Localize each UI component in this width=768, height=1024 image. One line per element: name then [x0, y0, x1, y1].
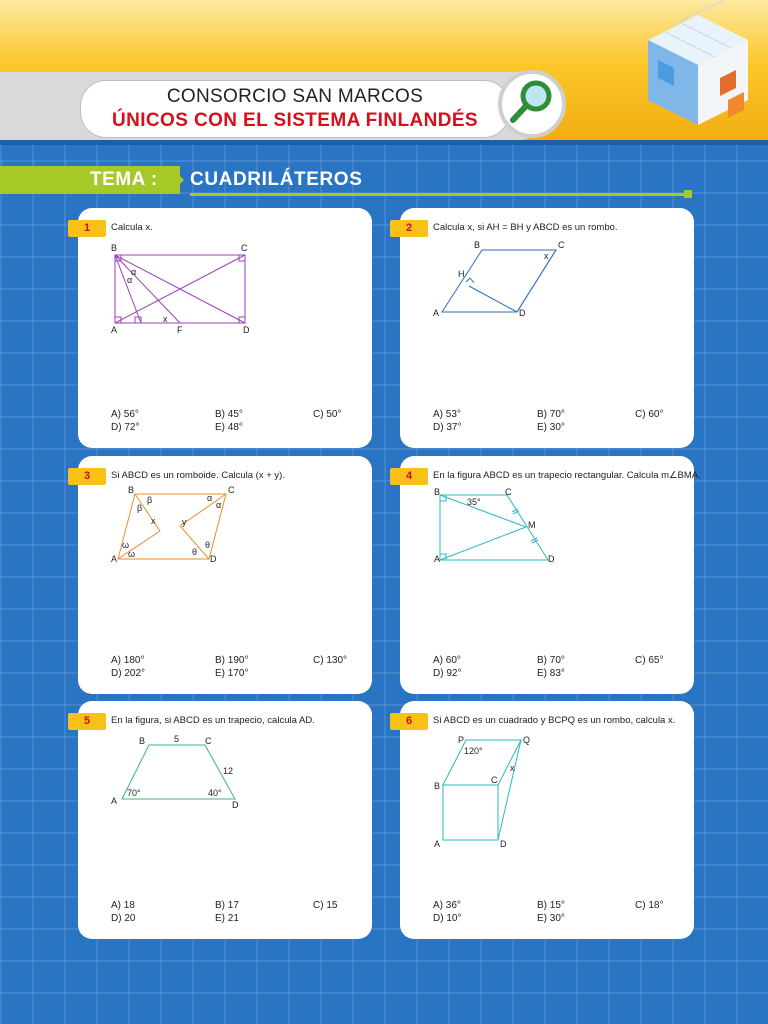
label-b: B — [434, 487, 441, 497]
label-x: x — [510, 763, 515, 773]
problem-question: En la figura, si ABCD es un trapecio, calcula AD. — [111, 715, 315, 726]
option-e[interactable]: E) 21 — [215, 913, 239, 924]
option-a[interactable]: A) 36° — [433, 900, 461, 911]
topic-label: TEMA : — [90, 169, 158, 190]
option-a[interactable]: A) 53° — [433, 409, 461, 420]
option-c[interactable]: C) 130° — [313, 655, 348, 666]
label-theta: θ — [205, 540, 211, 550]
topic-arrow — [170, 166, 184, 194]
problem-question: Calcula x, si AH = BH y ABCD es un rombo. — [433, 222, 618, 233]
label-a: A — [111, 796, 118, 806]
option-a[interactable]: A) 60° — [433, 655, 461, 666]
label-b: B — [474, 240, 481, 250]
label-p: P — [458, 735, 465, 745]
option-b[interactable]: B) 70° — [537, 409, 565, 420]
label-d: D — [210, 554, 217, 564]
option-e[interactable]: E) 83° — [537, 668, 565, 679]
option-c[interactable]: C) 18° — [635, 900, 664, 911]
label-alpha: α — [207, 493, 213, 503]
option-d[interactable]: D) 72° — [111, 422, 140, 433]
label-top: 5 — [174, 734, 180, 744]
answer-options — [111, 655, 361, 683]
rectangle-figure — [78, 238, 372, 348]
problem-card-2 — [400, 208, 694, 448]
rubik-cube-logo — [628, 0, 768, 130]
option-d[interactable]: D) 92° — [433, 668, 462, 679]
label-y: y — [182, 517, 187, 527]
option-c[interactable]: C) 65° — [635, 655, 664, 666]
problem-card-3 — [78, 456, 372, 694]
label-h: H — [458, 269, 465, 279]
label-c: C — [205, 736, 212, 746]
option-b[interactable]: B) 190° — [215, 655, 249, 666]
answer-options — [111, 900, 361, 928]
problem-number: 6 — [390, 713, 428, 730]
problem-question: En la figura ABCD es un trapecio rectangular. Calcula m∠BMA. — [433, 470, 701, 481]
label-b: B — [128, 485, 135, 495]
problem-card-4 — [400, 456, 701, 694]
option-c[interactable]: C) 60° — [635, 409, 664, 420]
magnifier-icon — [498, 70, 566, 138]
label-angle-d: 40° — [208, 788, 222, 798]
problem-card-5 — [78, 701, 372, 939]
option-d[interactable]: D) 202° — [111, 668, 146, 679]
problem-question: Si ABCD es un cuadrado y BCPQ es un rombo, calcula x. — [433, 715, 676, 726]
label-omega: ω — [122, 540, 130, 550]
answer-options — [433, 409, 683, 437]
label-beta: β — [147, 495, 153, 505]
label-a: A — [111, 554, 118, 564]
label-x: x — [163, 314, 168, 324]
problem-number: 2 — [390, 220, 428, 237]
label-x: x — [151, 516, 156, 526]
option-c[interactable]: C) 50° — [313, 409, 342, 420]
problem-question: Calcula x. — [111, 222, 153, 233]
option-b[interactable]: B) 15° — [537, 900, 565, 911]
label-b: B — [139, 736, 146, 746]
option-e[interactable]: E) 30° — [537, 422, 565, 433]
problem-number: 3 — [68, 468, 106, 485]
label-alpha: α — [131, 267, 137, 277]
option-b[interactable]: B) 45° — [215, 409, 243, 420]
option-d[interactable]: D) 10° — [433, 913, 462, 924]
label-d: D — [519, 308, 526, 318]
problem-card-1 — [78, 208, 372, 448]
problem-question: Si ABCD es un romboide. Calcula (x + y). — [111, 470, 285, 481]
answer-options — [433, 900, 683, 928]
option-a[interactable]: A) 18 — [111, 900, 135, 911]
option-a[interactable]: A) 56° — [111, 409, 139, 420]
square-rhombus-figure — [400, 731, 694, 849]
label-a: A — [434, 554, 441, 564]
label-side: 12 — [223, 766, 234, 776]
label-c: C — [505, 487, 512, 497]
answer-options — [433, 655, 683, 683]
label-f: F — [177, 325, 183, 335]
option-a[interactable]: A) 180° — [111, 655, 145, 666]
right-trapezoid-figure — [400, 486, 694, 596]
problem-card-6 — [400, 701, 694, 939]
topic-underline — [190, 193, 688, 196]
label-angle: 120° — [464, 746, 483, 756]
label-c: C — [558, 240, 565, 250]
label-d: D — [500, 839, 507, 849]
label-beta-2: β — [137, 503, 143, 513]
option-e[interactable]: E) 30° — [537, 913, 565, 924]
label-alpha-2: α — [216, 500, 222, 510]
option-e[interactable]: E) 48° — [215, 422, 243, 433]
topic-underline-end — [684, 190, 692, 198]
label-x: x — [544, 251, 549, 261]
label-c: C — [228, 485, 235, 495]
rhombus-figure — [400, 238, 694, 348]
label-q: Q — [523, 735, 531, 745]
problem-number: 4 — [390, 468, 428, 485]
label-a: A — [433, 308, 440, 318]
school-name: CONSORCIO SAN MARCOS — [166, 86, 424, 107]
header-title-box — [80, 80, 510, 138]
school-motto: ÚNICOS CON EL SISTEMA FINLANDÉS — [111, 110, 479, 131]
option-b[interactable]: B) 70° — [537, 655, 565, 666]
label-alpha-2: α — [127, 275, 133, 285]
option-d[interactable]: D) 37° — [433, 422, 462, 433]
label-a: A — [434, 839, 441, 849]
label-c: C — [491, 775, 498, 785]
label-angle: 35° — [467, 497, 481, 507]
topic-title: CUADRILÁTEROS — [190, 169, 363, 190]
label-d: D — [232, 800, 239, 810]
option-c[interactable]: C) 15 — [313, 900, 338, 911]
label-b: B — [111, 243, 118, 253]
label-angle-a: 70° — [127, 788, 141, 798]
option-d[interactable]: D) 20 — [111, 913, 136, 924]
label-theta-2: θ — [192, 547, 198, 557]
label-omega-2: ω — [128, 549, 136, 559]
option-b[interactable]: B) 17 — [215, 900, 239, 911]
label-d: D — [548, 554, 555, 564]
option-e[interactable]: E) 170° — [215, 668, 249, 679]
rhomboid-figure — [78, 486, 372, 596]
answer-options — [111, 409, 361, 437]
label-b: B — [434, 781, 441, 791]
label-m: M — [528, 520, 536, 530]
problem-number: 5 — [68, 713, 106, 730]
trapezoid-figure — [78, 731, 372, 841]
label-a: A — [111, 325, 118, 335]
problem-number: 1 — [68, 220, 106, 237]
label-d: D — [243, 325, 250, 335]
label-c: C — [241, 243, 248, 253]
